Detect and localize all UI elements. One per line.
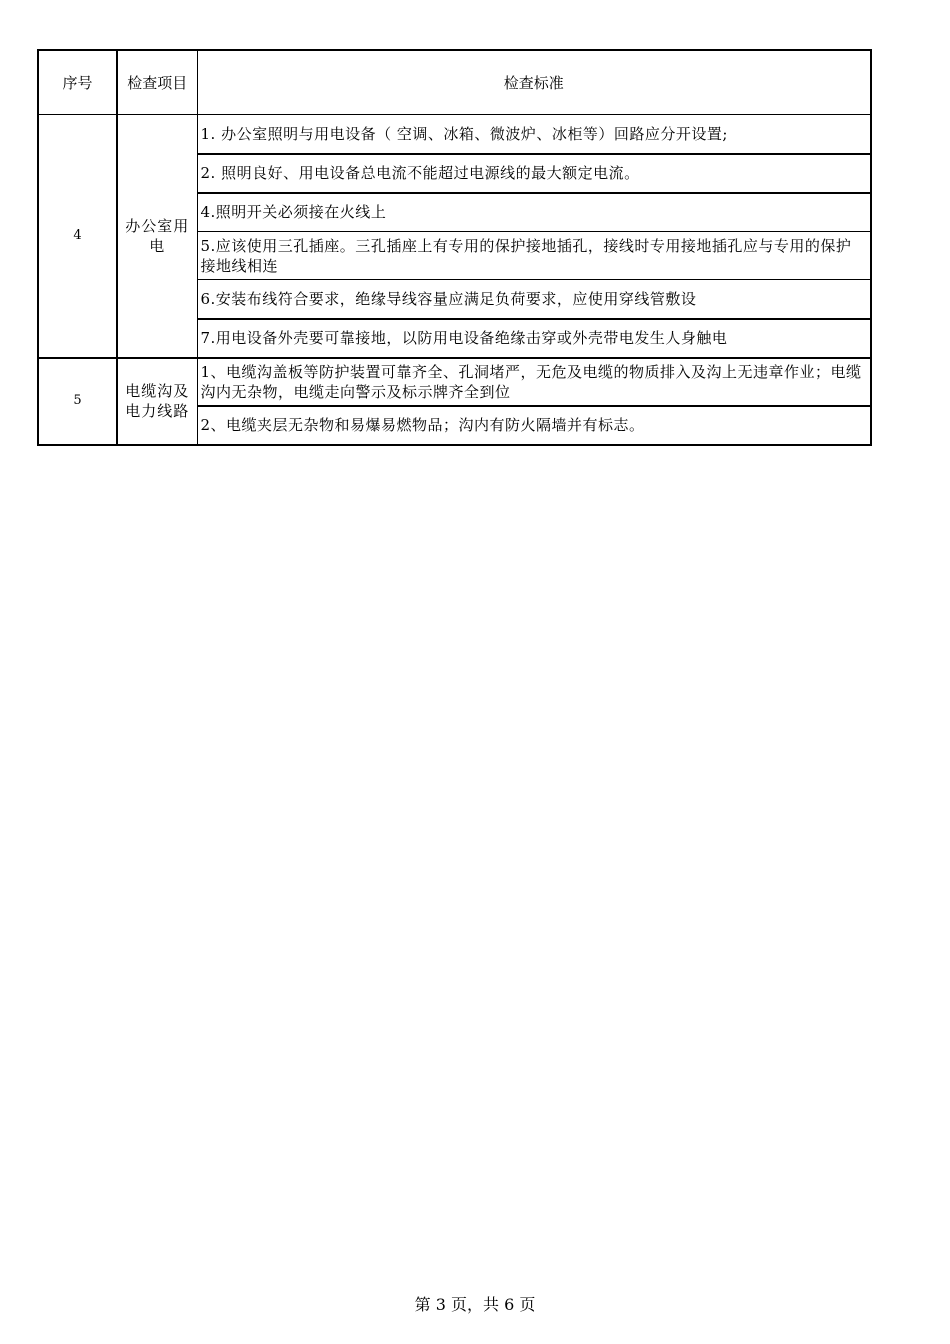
group-item: 办公室用电 <box>117 115 197 358</box>
standard-cell: 7.用电设备外壳要可靠接地，以防用电设备绝缘击穿或外壳带电发生人身触电 <box>197 319 871 358</box>
standard-cell: 1. 办公室照明与用电设备（ 空调、冰箱、微波炉、冰柜等）回路应分开设置; <box>197 115 871 154</box>
header-row <box>38 50 871 115</box>
group-item: 电缆沟及电力线路 <box>117 358 197 445</box>
header-standard: 检查标准 <box>197 50 871 115</box>
header-no: 序号 <box>38 50 117 115</box>
header-item: 检查项目 <box>117 50 197 115</box>
group-no: 5 <box>38 358 117 445</box>
standard-cell: 2、电缆夹层无杂物和易爆易燃物品；沟内有防火隔墙并有标志。 <box>197 406 871 445</box>
standard-cell: 1、电缆沟盖板等防护装置可靠齐全、孔洞堵严，无危及电缆的物质排入及沟上无违章作业；电缆沟内无杂物，电缆走向警示及标示牌齐全到位 <box>197 358 871 406</box>
standard-cell: 4.照明开关必须接在火线上 <box>197 193 871 232</box>
group-no: 4 <box>38 115 117 358</box>
table-row <box>38 115 871 154</box>
page-number: 第 3 页，共 6 页 <box>414 1295 536 1314</box>
standard-cell: 5.应该使用三孔插座。三孔插座上有专用的保护接地插孔，接线时专用接地插孔应与专用的保护接地线相连 <box>197 232 871 280</box>
standard-cell: 2. 照明良好、用电设备总电流不能超过电源线的最大额定电流。 <box>197 154 871 193</box>
standard-cell: 6.安装布线符合要求，绝缘导线容量应满足负荷要求，应使用穿线管敷设 <box>197 280 871 319</box>
inspection-table <box>37 49 872 446</box>
table-row <box>38 358 871 406</box>
